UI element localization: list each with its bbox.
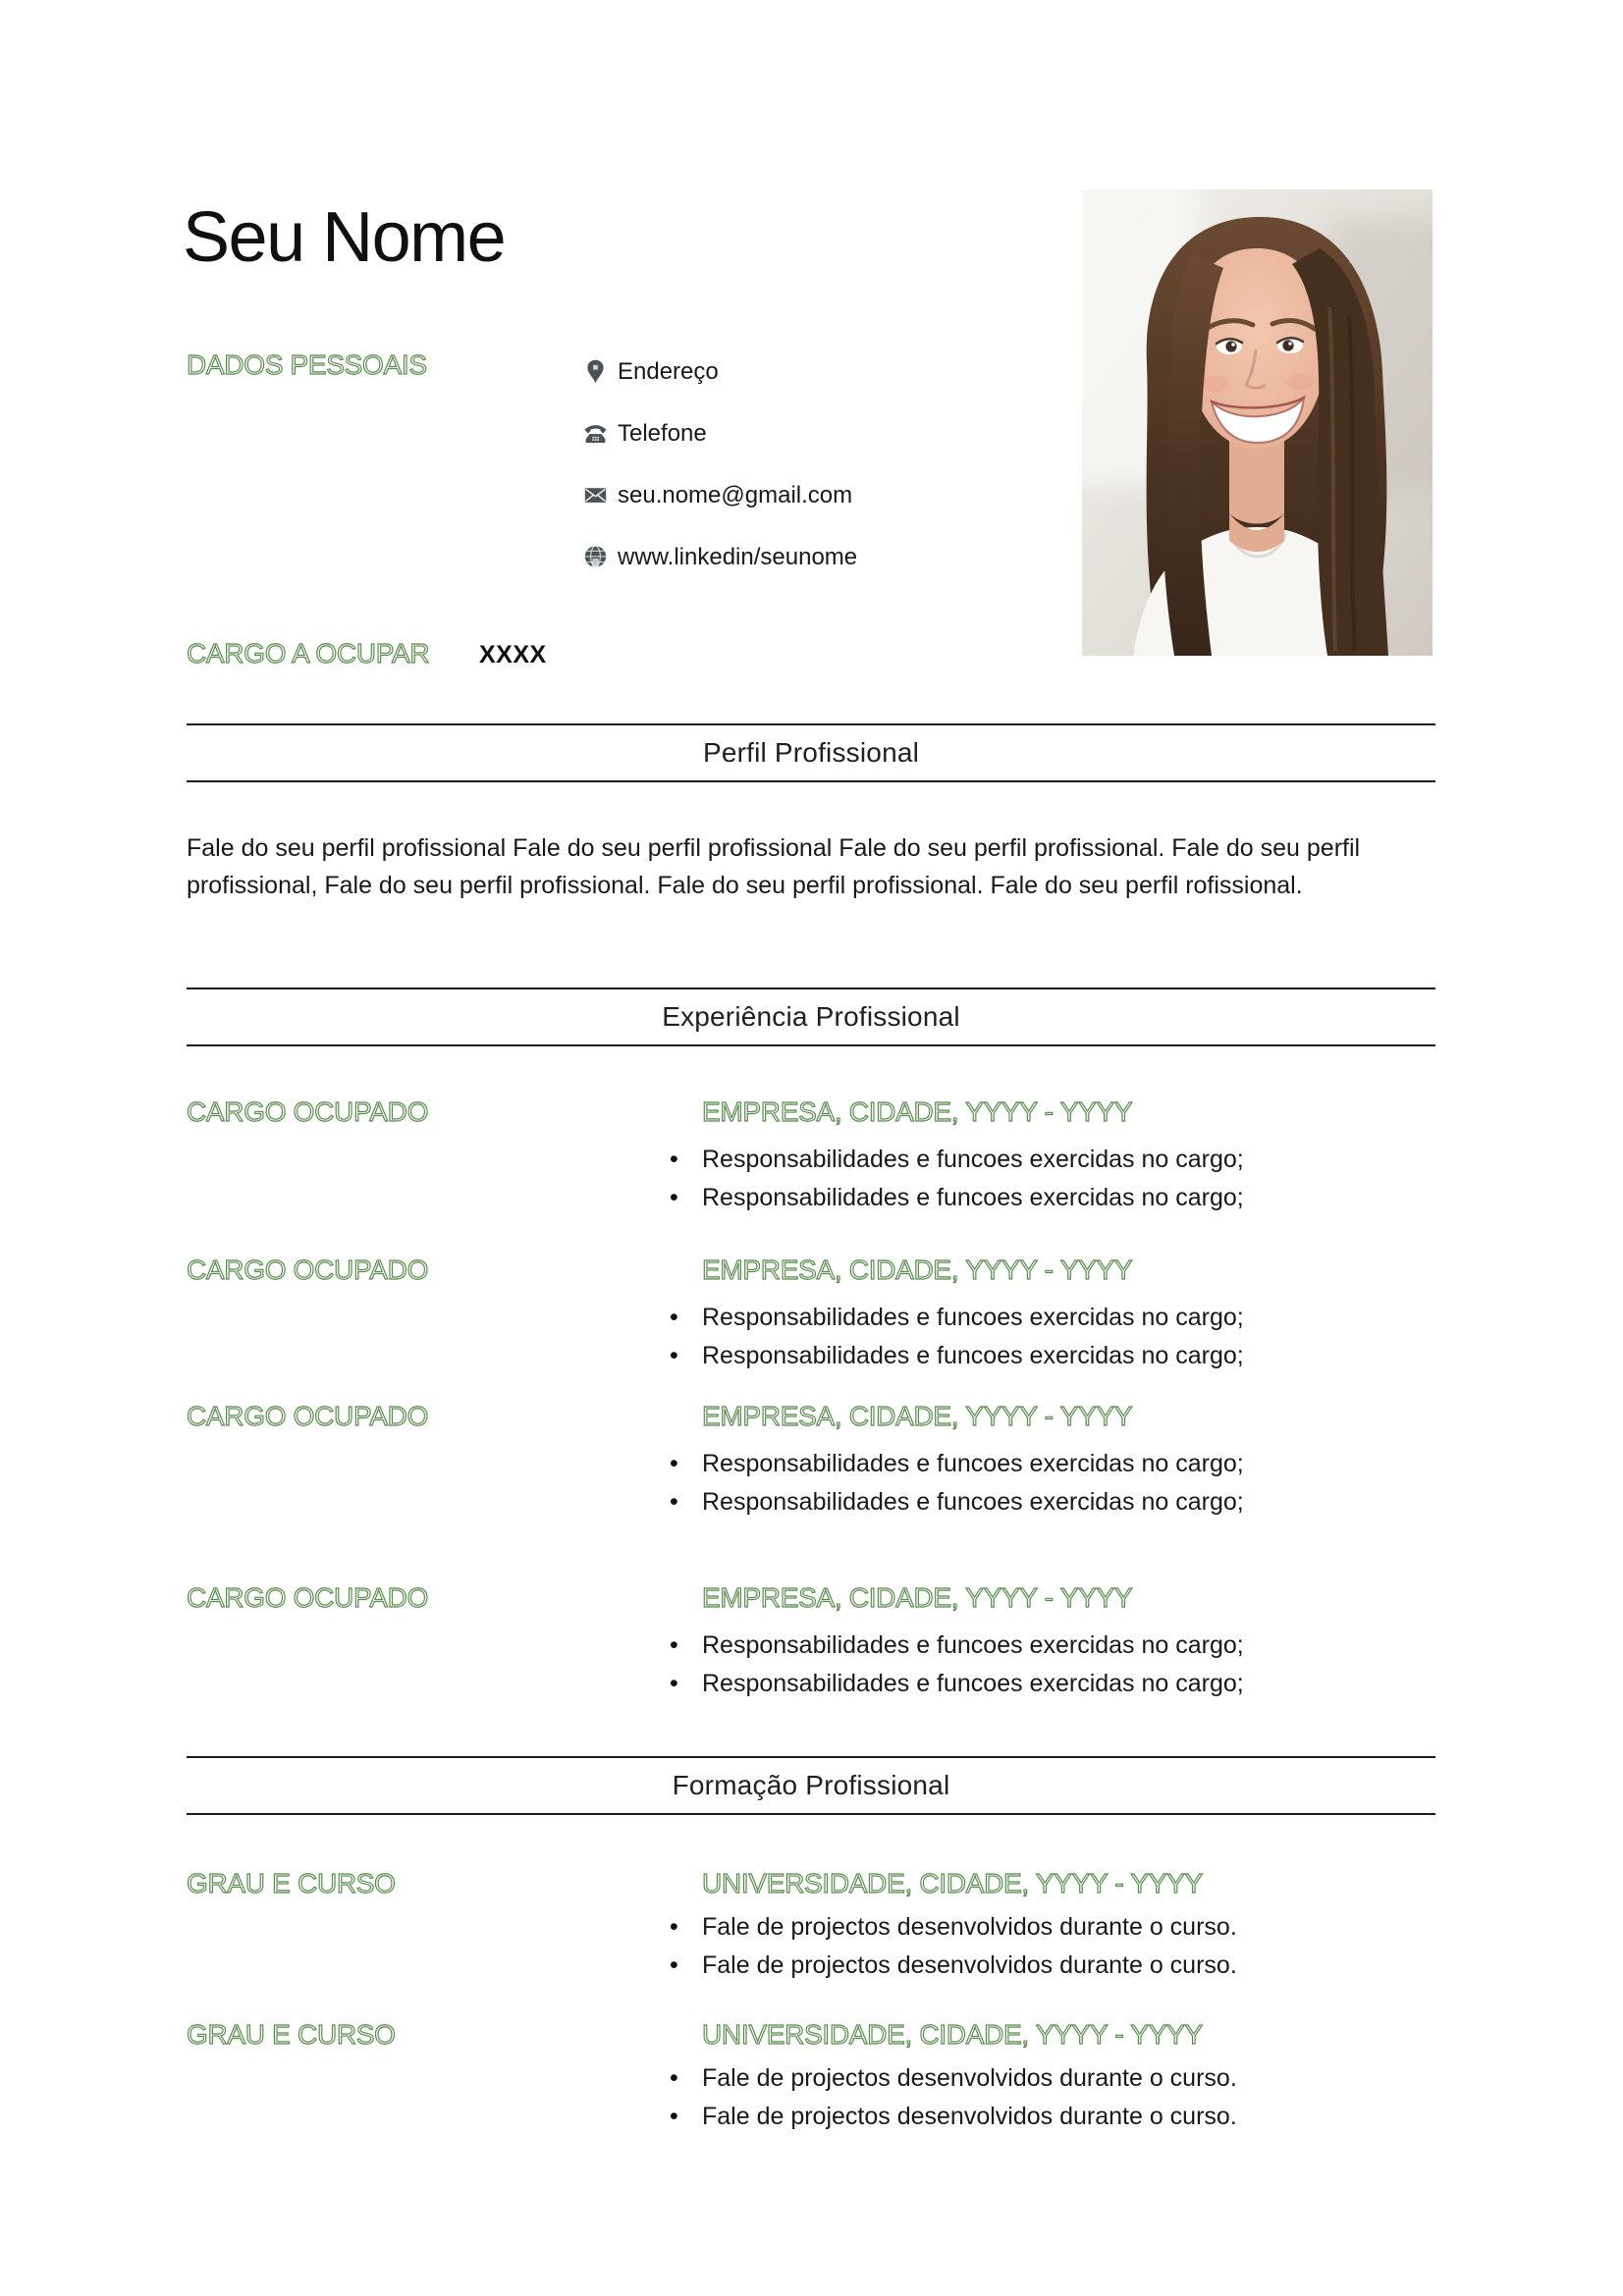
job-company-heading: EMPRESA, CIDADE, YYYY - YYYY	[702, 1096, 1133, 1127]
education-entry	[187, 1869, 1435, 1985]
university-heading: UNIVERSIDADE, CIDADE, YYYY - YYYY	[702, 1868, 1203, 1898]
personal-data-label: DADOS PESSOAIS	[187, 349, 427, 380]
job-bullet: • Responsabilidades e funcoes exercidas no cargo;	[702, 1483, 1435, 1522]
job-role-label: CARGO OCUPADO	[187, 1582, 429, 1613]
contact-item-address	[582, 341, 857, 402]
education-bullet: • Fale de projectos desenvolvidos durante o curso.	[702, 2059, 1435, 2098]
envelope-icon	[582, 482, 609, 508]
address-text: Endereço	[618, 357, 719, 385]
education-bullet-list	[702, 1908, 1435, 1985]
job-bullet: • Responsabilidades e funcoes exercidas no cargo;	[702, 1337, 1435, 1375]
website-text: www.linkedin/seunome	[618, 543, 858, 570]
desired-position-label: CARGO A OCUPAR	[187, 638, 430, 668]
section-title-experience: Experiência Profissional	[662, 1001, 960, 1032]
contact-item-email	[582, 464, 857, 526]
experience-entry	[187, 1097, 1435, 1217]
experience-entry	[187, 1402, 1435, 1522]
section-header-education	[187, 1756, 1435, 1815]
job-bullet-list	[702, 1141, 1435, 1217]
contact-list	[582, 341, 857, 588]
education-bullet: • Fale de projectos desenvolvidos durante o curso.	[702, 1908, 1435, 1947]
section-header-profile	[187, 723, 1435, 782]
degree-label: GRAU E CURSO	[187, 2019, 396, 2050]
job-company-heading: EMPRESA, CIDADE, YYYY - YYYY	[702, 1255, 1133, 1285]
job-bullet: • Responsabilidades e funcoes exercidas no cargo;	[702, 1299, 1435, 1337]
globe-icon	[582, 544, 609, 570]
job-bullet-list	[702, 1299, 1435, 1375]
section-title-education: Formação Profissional	[672, 1770, 950, 1800]
degree-label: GRAU E CURSO	[187, 1868, 396, 1898]
education-bullet-list	[702, 2059, 1435, 2136]
education-bullet: • Fale de projectos desenvolvidos durante o curso.	[702, 2098, 1435, 2136]
job-bullet: • Responsabilidades e funcoes exercidas no cargo;	[702, 1141, 1435, 1179]
education-bullet: • Fale de projectos desenvolvidos durante o curso.	[702, 1947, 1435, 1985]
job-role-label: CARGO OCUPADO	[187, 1096, 429, 1127]
education-entry	[187, 2020, 1435, 2136]
experience-entry	[187, 1255, 1435, 1375]
profile-photo-illustration	[1082, 189, 1433, 656]
job-bullet-list	[702, 1627, 1435, 1703]
section-title-profile: Perfil Profissional	[702, 737, 920, 768]
map-pin-icon	[582, 358, 609, 385]
job-bullet: • Responsabilidades e funcoes exercidas no cargo;	[702, 1627, 1435, 1665]
university-heading: UNIVERSIDADE, CIDADE, YYYY - YYYY	[702, 2019, 1203, 2050]
section-header-experience	[187, 988, 1435, 1046]
profile-paragraph: Fale do seu perfil profissional Fale do seu perfil profissional Fale do seu perfil profissional. Fale do seu perfil profissional, Fale do seu perfil profissional. Fale do seu perfil profissional. Fale do seu perfil rofissional.	[187, 834, 1361, 899]
phone-icon	[582, 420, 609, 447]
profile-photo	[1082, 189, 1433, 656]
job-bullet: • Responsabilidades e funcoes exercidas no cargo;	[702, 1179, 1435, 1217]
email-text: seu.nome@gmail.com	[618, 481, 853, 508]
contact-item-phone	[582, 402, 857, 464]
job-company-heading: EMPRESA, CIDADE, YYYY - YYYY	[702, 1582, 1133, 1613]
contact-item-website	[582, 526, 857, 588]
job-role-label: CARGO OCUPADO	[187, 1255, 429, 1285]
job-bullet: • Responsabilidades e funcoes exercidas no cargo;	[702, 1665, 1435, 1703]
job-company-heading: EMPRESA, CIDADE, YYYY - YYYY	[702, 1401, 1133, 1431]
job-role-label: CARGO OCUPADO	[187, 1401, 429, 1431]
job-bullet-list	[702, 1445, 1435, 1522]
experience-entry	[187, 1583, 1435, 1703]
job-bullet: • Responsabilidades e funcoes exercidas no cargo;	[702, 1445, 1435, 1483]
desired-position-value: XXXX	[479, 641, 547, 668]
phone-text: Telefone	[618, 419, 707, 447]
page-title: Seu Nome	[183, 198, 506, 277]
